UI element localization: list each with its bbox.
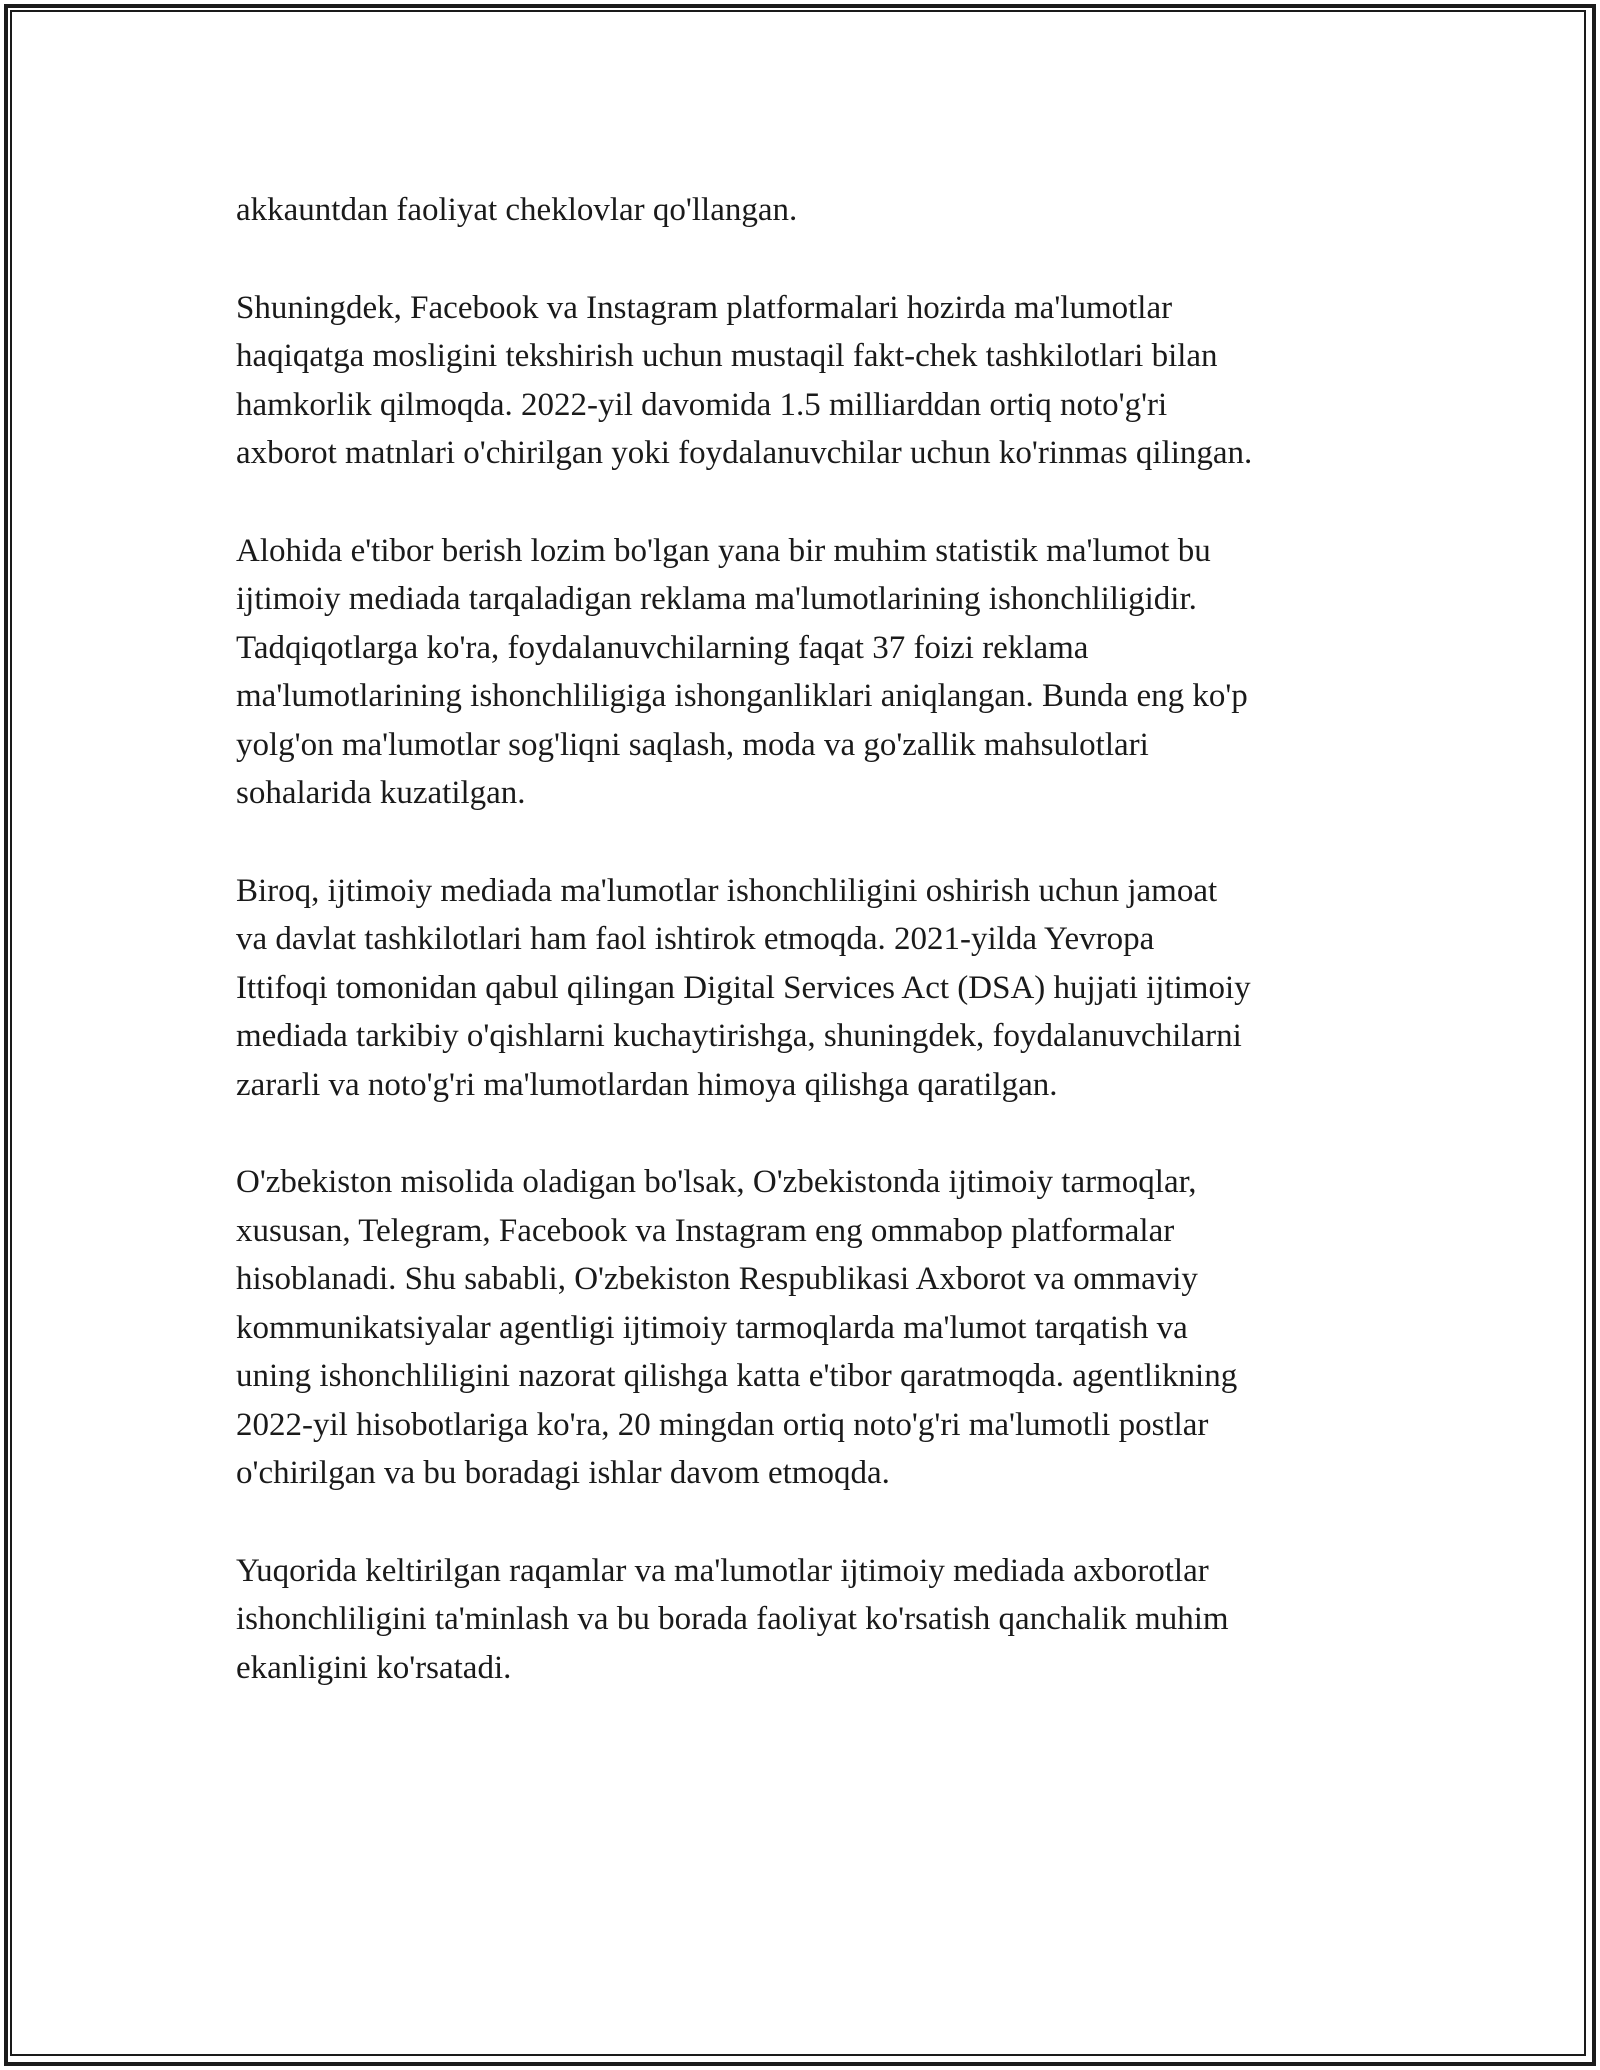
- paragraph-5: O'zbekiston misolida oladigan bo'lsak, O'zbekistonda ijtimoiy tarmoqlar, xususan, Telegram, Facebook va Instagram eng ommabop platformalar hisoblanadi. Shu sababli, O'zbekiston Respublikasi Axborot va ommaviy kommunikatsiyalar agentligi ijtimoiy tarmoqlarda ma'lumot tarqatish va uning ishonchliligini nazorat qilishga katta e'tibor qaratmoqda. agentlikning 2022-yil hisobotlariga ko'ra, 20 mingdan ortiq noto'g'ri ma'lumotli postlar o'chirilgan va bu boradagi ishlar davom etmoqda.: [236, 1164, 1238, 1491]
- paragraph-1: akkauntdan faoliyat cheklovlar qo'llangan.: [236, 192, 798, 228]
- paragraph-2: Shuningdek, Facebook va Instagram platformalari hozirda ma'lumotlar haqiqatga mosligini tekshirish uchun mustaqil fakt-chek tashkilotlari bilan hamkorlik qilmoqda. 2022-yil davomida 1.5 milliarddan ortiq noto'g'ri axborot matnlari o'chirilgan yoki foydalanuvchilar uchun ko'rinmas qilingan.: [236, 289, 1253, 471]
- document-body: [236, 186, 1386, 1741]
- paragraph-6: Yuqorida keltirilgan raqamlar va ma'lumotlar ijtimoiy mediada axborotlar ishonchliligini ta'minlash va bu borada faoliyat ko'rsatish qanchalik muhim ekanligini ko'rsatadi.: [236, 1552, 1229, 1686]
- paragraph-4: Biroq, ijtimoiy mediada ma'lumotlar ishonchliligini oshirish uchun jamoat va davlat tashkilotlari ham faol ishtirok etmoqda. 2021-yilda Yevropa Ittifoqi tomonidan qabul qilingan Digital Services Act (DSA) hujjati ijtimoiy mediada tarkibiy o'qishlarni kuchaytirishga, shuningdek, foydalanuvchilarni zararli va noto'g'ri ma'lumotlardan himoya qilishga qaratilgan.: [236, 872, 1251, 1103]
- paragraph-3: Alohida e'tibor berish lozim bo'lgan yana bir muhim statistik ma'lumot bu ijtimoiy mediada tarqaladigan reklama ma'lumotlarining ishonchliligidir. Tadqiqotlarga ko'ra, foydalanuvchilarning faqat 37 foizi reklama ma'lumotlarining ishonchliligiga ishonganliklari aniqlangan. Bunda eng ko'p yolg'on ma'lumotlar sog'liqni saqlash, moda va go'zallik mahsulotlari sohalarida kuzatilgan.: [236, 532, 1248, 811]
